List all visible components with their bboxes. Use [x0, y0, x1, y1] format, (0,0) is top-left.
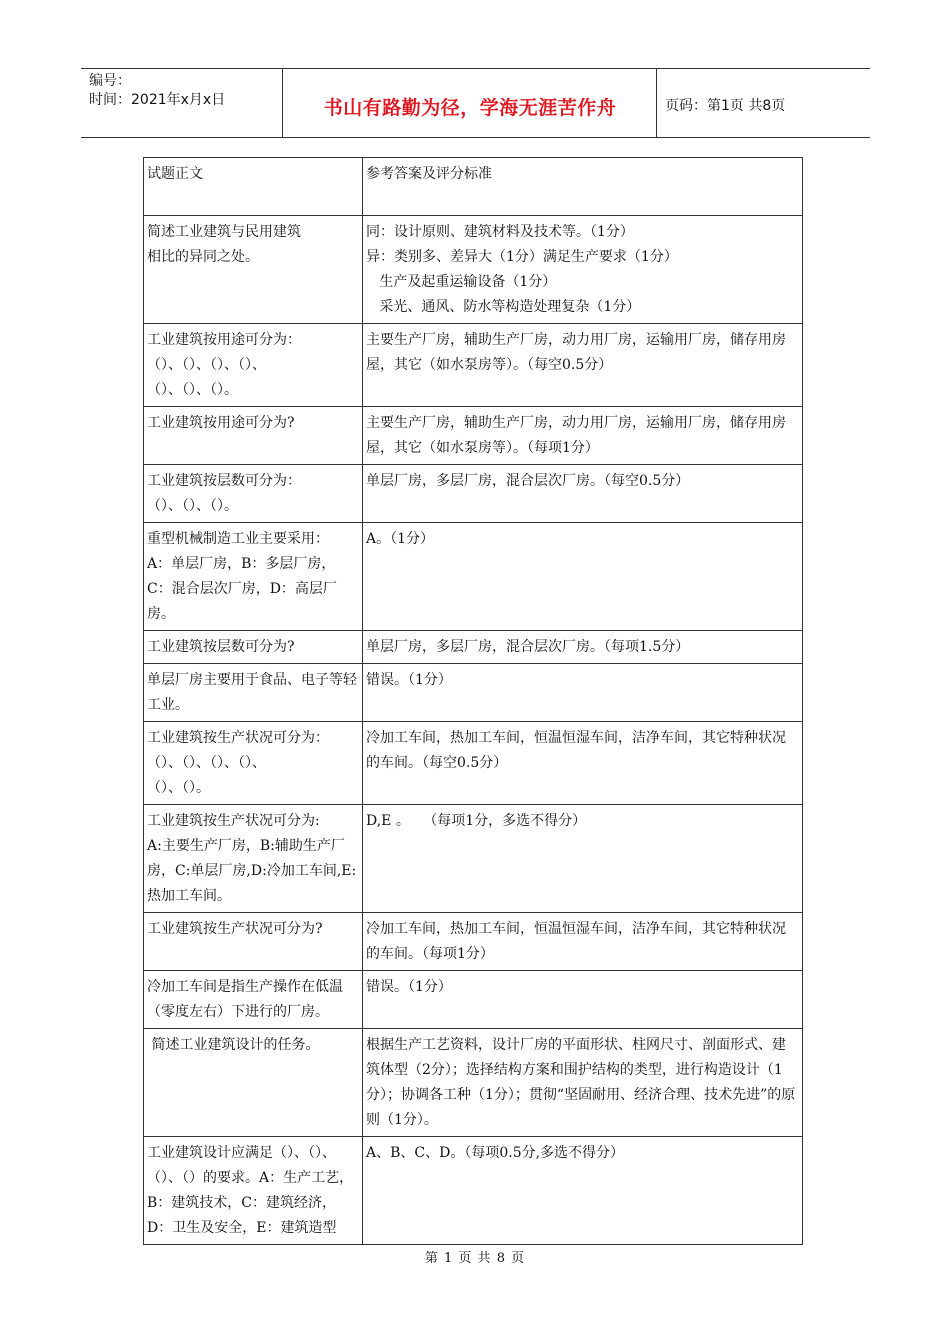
table-row [144, 631, 803, 664]
column-header-question: 试题正文 [144, 158, 363, 216]
question-cell: 工业建筑按生产状况可分为? [144, 913, 363, 971]
answer-cell: 主要生产厂房，辅助生产厂房，动力用厂房，运输用厂房，储存用房屋，其它（如水泵房等）。（每项1分） [363, 407, 803, 465]
question-cell: 单层厂房主要用于食品、电子等轻工业。 [144, 664, 363, 722]
answer-cell: 主要生产厂房，辅助生产厂房，动力用厂房，运输用厂房，储存用房屋，其它（如水泵房等）。（每空0.5分） [363, 324, 803, 407]
question-cell: 工业建筑设计应满足（）、（）、（）、（）的要求。A：生产工艺，B：建筑技术，C：建筑经济，D：卫生及安全，E：建筑造型 [144, 1137, 363, 1245]
answer-cell: 错误。（1分） [363, 664, 803, 722]
answer-cell: A。（1分） [363, 523, 803, 631]
table-row [144, 805, 803, 913]
table-row [144, 216, 803, 324]
table-row [144, 722, 803, 805]
header-meta [89, 72, 225, 110]
header-motto: 书山有路勤为径，学海无涯苦作舟 [323, 97, 617, 119]
question-cell: 工业建筑按用途可分为： （）、（）、（）、（）、 （）、（）、（）。 [144, 324, 363, 407]
answer-cell: 冷加工车间，热加工车间，恒温恒湿车间，洁净车间，其它特种状况的车间。（每项1分） [363, 913, 803, 971]
header-page-info: 页码：第1页 共8页 [665, 98, 786, 114]
table-row [144, 971, 803, 1029]
table-header-row [144, 158, 803, 216]
question-cell: 工业建筑按层数可分为? [144, 631, 363, 664]
table-row [144, 664, 803, 722]
table-row [144, 523, 803, 631]
answer-cell: 单层厂房，多层厂房，混合层次厂房。（每空0.5分） [363, 465, 803, 523]
answer-cell: 错误。（1分） [363, 971, 803, 1029]
table-row [144, 407, 803, 465]
question-cell: 冷加工车间是指生产操作在低温（零度左右）下进行的厂房。 [144, 971, 363, 1029]
question-cell: 重型机械制造工业主要采用： A：单层厂房，B：多层厂房，C：混合层次厂房，D：高层厂房。 [144, 523, 363, 631]
qa-table [143, 157, 803, 1245]
table-row [144, 1029, 803, 1137]
question-cell: 工业建筑按用途可分为? [144, 407, 363, 465]
answer-cell: 同：设计原则、建筑材料及技术等。（1分） 异：类别多、差异大（1分）满足生产要求（1分） 生产及起重运输设备（1分） 采光、通风、防水等构造处理复杂（1分） [363, 216, 803, 324]
answer-cell: 根据生产工艺资料，设计厂房的平面形状、柱网尺寸、剖面形式、建筑体型（2分）；选择结构方案和围护结构的类型，进行构造设计（1分）；协调各工种（1分）；贯彻“坚固耐用、经济合理、技术先进”的原则（1分）。 [363, 1029, 803, 1137]
table-row [144, 324, 803, 407]
answer-cell: 冷加工车间，热加工车间，恒温恒湿车间，洁净车间，其它特种状况的车间。（每空0.5分） [363, 722, 803, 805]
answer-cell: 单层厂房，多层厂房，混合层次厂房。（每项1.5分） [363, 631, 803, 664]
doc-number-label: 编号： [89, 73, 131, 89]
answer-cell: A、B、C、D。（每项0.5分,多选不得分） [363, 1137, 803, 1245]
page-footer: 第 1 页 共 8 页 [424, 1251, 526, 1266]
question-cell: 工业建筑按生产状况可分为： （）、（）、（）、（）、 （）、（）。 [144, 722, 363, 805]
question-cell: 简述工业建筑设计的任务。 [144, 1029, 363, 1137]
page-header [81, 68, 870, 138]
question-cell: 工业建筑按层数可分为： （）、（）、（）。 [144, 465, 363, 523]
question-cell: 工业建筑按生产状况可分为: A:主要生产厂房，B:辅助生产厂房，C:单层厂房,D:冷加工车间,E:热加工车间。 [144, 805, 363, 913]
answer-cell: D,E 。 （每项1分，多选不得分） [363, 805, 803, 913]
table-row [144, 1137, 803, 1245]
doc-time-label: 时间：2021年x月x日 [89, 92, 226, 108]
column-header-answer: 参考答案及评分标准 [363, 158, 803, 216]
table-row [144, 465, 803, 523]
question-cell: 简述工业建筑与民用建筑 相比的异同之处。 [144, 216, 363, 324]
table-row [144, 913, 803, 971]
